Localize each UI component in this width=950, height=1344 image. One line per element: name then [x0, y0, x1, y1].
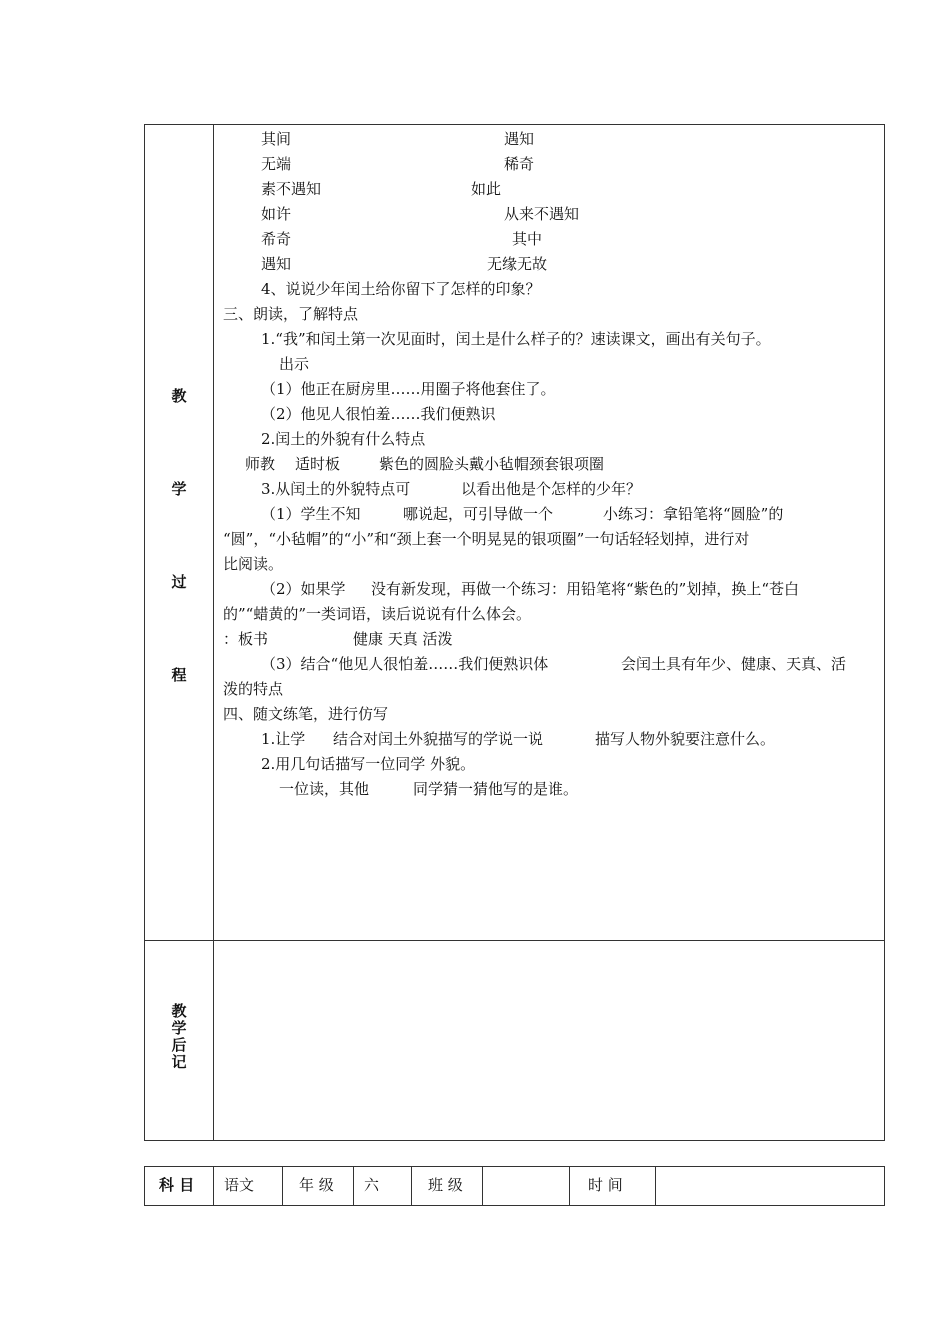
text-line: 没有新发现，再做一个练习：用铅笔将“紫色的”划掉，换上“苍白: [371, 580, 800, 598]
text-line: 以看出他是个怎样的少年？: [461, 480, 642, 498]
subject-value: 语文: [224, 1176, 255, 1194]
text-line: 的”“蜡黄的”一类词语，读后说说有什么体会。: [223, 605, 532, 623]
vocab-word: 其中: [512, 230, 543, 248]
text-line: 哪说起，可引导做一个: [403, 505, 554, 523]
text-line: 师教: [245, 455, 276, 473]
vocab-word: 遇知: [261, 255, 292, 273]
section-heading: 三、朗读，了解特点: [223, 305, 359, 323]
class-label: 班 级: [428, 1176, 463, 1194]
section-label-char: 过: [171, 573, 187, 591]
text-line: （1）学生不知: [261, 505, 361, 523]
notes-label-char: 后: [171, 1036, 187, 1054]
text-line: 3.从闰土的外貌特点可: [261, 480, 411, 498]
vocab-word: 遇知: [504, 130, 535, 148]
vocab-word: 稀奇: [504, 155, 535, 173]
vocab-word: 素不遇知: [261, 180, 322, 198]
row-divider: [145, 940, 884, 941]
section-label-char: 程: [171, 666, 187, 684]
text-line: 1.让学: [261, 730, 306, 748]
vocab-word: 无端: [261, 155, 292, 173]
notes-label-char: 学: [171, 1019, 187, 1037]
class-label-cell: [412, 1167, 483, 1205]
text-line: 1.“我”和闰土第一次见面时，闰土是什么样子的？速读课文，画出有关句子。: [261, 330, 771, 348]
time-label-cell: [570, 1167, 656, 1205]
text-line: 2.用几句话描写一位同学 外貌。: [261, 755, 476, 773]
text-line: 适时板: [295, 455, 341, 473]
vocab-word: 如许: [261, 205, 292, 223]
text-line: 会闰土具有年少、健康、天真、活: [621, 655, 847, 673]
vocab-word: 无缘无故: [487, 255, 548, 273]
text-line: ：板书: [223, 630, 269, 648]
column-divider: [213, 125, 214, 1140]
time-label: 时 间: [588, 1176, 623, 1194]
course-info-table: [144, 1166, 885, 1206]
text-line: （1）他正在厨房里……用圈子将他套住了。: [261, 380, 556, 398]
notes-label-char: 记: [171, 1053, 187, 1071]
vocab-word: 从来不遇知: [504, 205, 580, 223]
text-line: 结合对闰土外貌描写的学说一说: [333, 730, 544, 748]
section-heading: 四、随文练笔，进行仿写: [223, 705, 389, 723]
text-line: 描写人物外貌要注意什么。: [595, 730, 776, 748]
vocab-word: 如此: [471, 180, 502, 198]
grade-value: 六: [364, 1176, 380, 1194]
lesson-plan-table: [144, 124, 885, 1141]
section-label-char: 教: [171, 387, 187, 405]
text-line: 一位读，其他: [279, 780, 370, 798]
class-cell: [483, 1167, 570, 1205]
section-label-char: 学: [171, 480, 187, 498]
text-line: “圆”，“小毡帽”的“小”和“颈上套一个明晃晃的银项圈”一句话轻轻划掉，进行对: [223, 530, 750, 548]
vocab-word: 其间: [261, 130, 292, 148]
text-line: 比阅读。: [223, 555, 284, 573]
grade-cell: [354, 1167, 412, 1205]
grade-label: 年 级: [299, 1176, 334, 1194]
notes-label-char: 教: [171, 1002, 187, 1020]
text-line: （2）如果学: [261, 580, 346, 598]
grade-label-cell: [283, 1167, 354, 1205]
text-line: 出示: [279, 355, 310, 373]
vocab-word: 希奇: [261, 230, 292, 248]
subject-label: 科 目: [159, 1176, 195, 1194]
question-line: 4、说说少年闰土给你留下了怎样的印象？: [261, 280, 541, 298]
text-line: 紫色的圆脸头戴小毡帽颈套银项圈: [379, 455, 605, 473]
text-line: （3）结合“他见人很怕羞……我们便熟识体: [261, 655, 549, 673]
subject-label-cell: [145, 1167, 214, 1205]
text-line: 2.闰土的外貌有什么特点: [261, 430, 426, 448]
text-line: 泼的特点: [223, 680, 284, 698]
notes-label: [145, 1003, 213, 1071]
subject-cell: [214, 1167, 283, 1205]
text-line: 同学猜一猜他写的是谁。: [413, 780, 579, 798]
text-line: （2）他见人很怕羞……我们便熟识: [261, 405, 496, 423]
text-line: 小练习：拿铅笔将“圆脸”的: [603, 505, 784, 523]
text-line: 健康 天真 活泼: [353, 630, 453, 648]
time-cell: [656, 1167, 884, 1205]
